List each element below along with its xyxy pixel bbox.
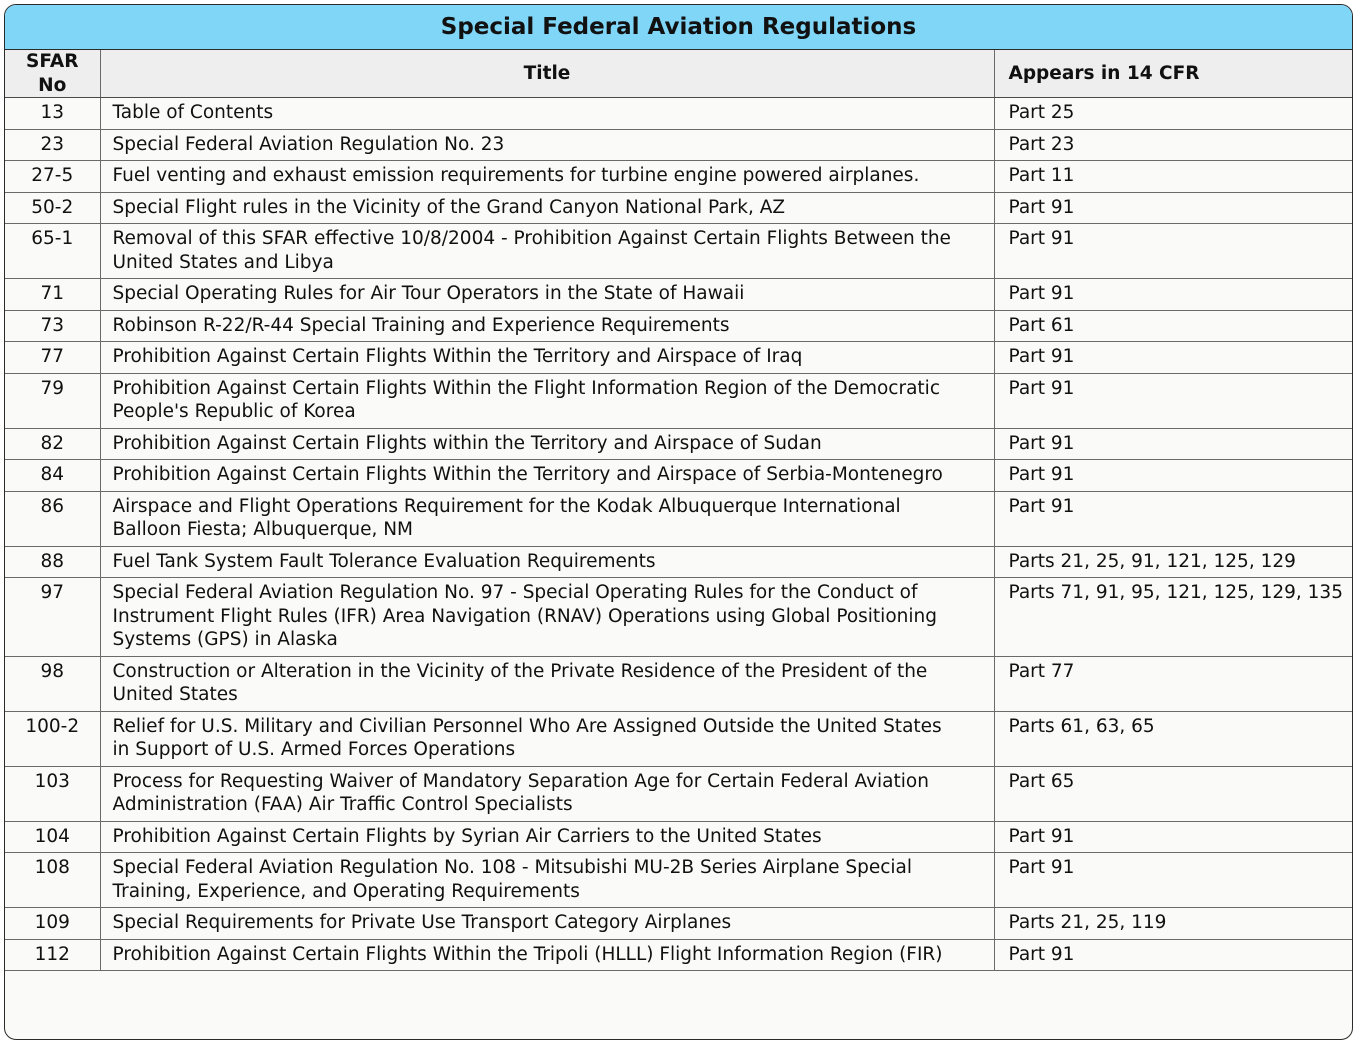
sfar-number-cell: 73 (5, 310, 100, 342)
header-row (5, 50, 1352, 98)
table-row (5, 821, 1352, 853)
table-row (5, 853, 1352, 908)
sfar-number-cell: 23 (5, 129, 100, 161)
table-row (5, 656, 1352, 711)
regulation-title-cell: Special Federal Aviation Regulation No. 108 - Mitsubishi MU-2B Series Airplane Special Training, Experience, and Operating Requirements (100, 853, 994, 908)
cfr-part-cell: Part 91 (994, 279, 1352, 311)
table-row (5, 310, 1352, 342)
table-row (5, 192, 1352, 224)
table-row (5, 578, 1352, 657)
regulation-title-cell: Prohibition Against Certain Flights by Syrian Air Carriers to the United States (100, 821, 994, 853)
cfr-part-cell: Part 91 (994, 373, 1352, 428)
table-row (5, 711, 1352, 766)
cfr-part-cell: Part 91 (994, 939, 1352, 971)
sfar-number-cell: 112 (5, 939, 100, 971)
regulations-table-frame (4, 4, 1353, 1040)
sfar-number-cell: 98 (5, 656, 100, 711)
regulation-title-cell: Process for Requesting Waiver of Mandatory Separation Age for Certain Federal Aviation Administration (FAA) Air Traffic Control Specialists (100, 766, 994, 821)
cfr-part-cell: Part 11 (994, 161, 1352, 193)
sfar-number-cell: 82 (5, 428, 100, 460)
column-header-sfar-no: SFAR No (5, 50, 100, 98)
regulation-title-cell: Special Federal Aviation Regulation No. 23 (100, 129, 994, 161)
column-header-title: Title (100, 50, 994, 98)
cfr-part-cell: Part 91 (994, 460, 1352, 492)
regulation-title-cell: Removal of this SFAR effective 10/8/2004 - Prohibition Against Certain Flights Between the United States and Libya (100, 224, 994, 279)
table-row (5, 129, 1352, 161)
regulation-title-cell: Special Flight rules in the Vicinity of the Grand Canyon National Park, AZ (100, 192, 994, 224)
sfar-number-cell: 100-2 (5, 711, 100, 766)
cfr-part-cell: Part 91 (994, 428, 1352, 460)
sfar-number-cell: 79 (5, 373, 100, 428)
sfar-number-cell: 103 (5, 766, 100, 821)
cfr-part-cell: Parts 61, 63, 65 (994, 711, 1352, 766)
cfr-part-cell: Part 65 (994, 766, 1352, 821)
table-row (5, 460, 1352, 492)
regulation-title-cell: Fuel venting and exhaust emission requirements for turbine engine powered airplanes. (100, 161, 994, 193)
regulation-title-cell: Prohibition Against Certain Flights Within the Territory and Airspace of Iraq (100, 342, 994, 374)
table-row (5, 98, 1352, 130)
cfr-part-cell: Part 61 (994, 310, 1352, 342)
column-header-appears-in: Appears in 14 CFR (994, 50, 1352, 98)
sfar-number-cell: 27-5 (5, 161, 100, 193)
sfar-number-cell: 71 (5, 279, 100, 311)
regulation-title-cell: Construction or Alteration in the Vicinity of the Private Residence of the President of the United States (100, 656, 994, 711)
sfar-number-cell: 97 (5, 578, 100, 657)
sfar-number-cell: 88 (5, 546, 100, 578)
table-row (5, 279, 1352, 311)
regulation-title-cell: Prohibition Against Certain Flights Within the Flight Information Region of the Democratic People's Republic of Korea (100, 373, 994, 428)
sfar-number-cell: 108 (5, 853, 100, 908)
table-title: Special Federal Aviation Regulations (5, 5, 1352, 50)
sfar-number-cell: 13 (5, 98, 100, 130)
regulation-title-cell: Table of Contents (100, 98, 994, 130)
table-row (5, 939, 1352, 971)
table-row (5, 224, 1352, 279)
regulation-title-cell: Special Requirements for Private Use Transport Category Airplanes (100, 908, 994, 940)
regulation-title-cell: Airspace and Flight Operations Requirement for the Kodak Albuquerque International Balloon Fiesta; Albuquerque, NM (100, 491, 994, 546)
table-row (5, 908, 1352, 940)
cfr-part-cell: Part 91 (994, 821, 1352, 853)
regulation-title-cell: Special Operating Rules for Air Tour Operators in the State of Hawaii (100, 279, 994, 311)
cfr-part-cell: Part 25 (994, 98, 1352, 130)
cfr-part-cell: Parts 21, 25, 91, 121, 125, 129 (994, 546, 1352, 578)
cfr-part-cell: Part 91 (994, 853, 1352, 908)
cfr-part-cell: Part 91 (994, 224, 1352, 279)
sfar-number-cell: 50-2 (5, 192, 100, 224)
sfar-number-cell: 84 (5, 460, 100, 492)
sfar-number-cell: 109 (5, 908, 100, 940)
table-row (5, 342, 1352, 374)
table-row (5, 428, 1352, 460)
table-row (5, 766, 1352, 821)
regulation-title-cell: Special Federal Aviation Regulation No. 97 - Special Operating Rules for the Conduct of Instrument Flight Rules (IFR) Area Navigation (RNAV) Operations using Global Positioning Systems (GPS) in Alaska (100, 578, 994, 657)
table-row (5, 161, 1352, 193)
regulation-title-cell: Fuel Tank System Fault Tolerance Evaluation Requirements (100, 546, 994, 578)
cfr-part-cell: Part 91 (994, 192, 1352, 224)
sfar-number-cell: 104 (5, 821, 100, 853)
table-body (5, 98, 1352, 971)
sfar-table (5, 50, 1352, 971)
cfr-part-cell: Parts 21, 25, 119 (994, 908, 1352, 940)
regulation-title-cell: Prohibition Against Certain Flights within the Territory and Airspace of Sudan (100, 428, 994, 460)
cfr-part-cell: Part 23 (994, 129, 1352, 161)
table-row (5, 546, 1352, 578)
cfr-part-cell: Part 91 (994, 491, 1352, 546)
table-row (5, 373, 1352, 428)
regulation-title-cell: Prohibition Against Certain Flights Within the Territory and Airspace of Serbia-Montenegro (100, 460, 994, 492)
cfr-part-cell: Parts 71, 91, 95, 121, 125, 129, 135 (994, 578, 1352, 657)
sfar-number-cell: 77 (5, 342, 100, 374)
sfar-number-cell: 86 (5, 491, 100, 546)
cfr-part-cell: Part 91 (994, 342, 1352, 374)
regulation-title-cell: Relief for U.S. Military and Civilian Personnel Who Are Assigned Outside the United States in Support of U.S. Armed Forces Operations (100, 711, 994, 766)
regulation-title-cell: Prohibition Against Certain Flights Within the Tripoli (HLLL) Flight Information Region (FIR) (100, 939, 994, 971)
regulation-title-cell: Robinson R-22/R-44 Special Training and Experience Requirements (100, 310, 994, 342)
sfar-number-cell: 65-1 (5, 224, 100, 279)
cfr-part-cell: Part 77 (994, 656, 1352, 711)
table-row (5, 491, 1352, 546)
